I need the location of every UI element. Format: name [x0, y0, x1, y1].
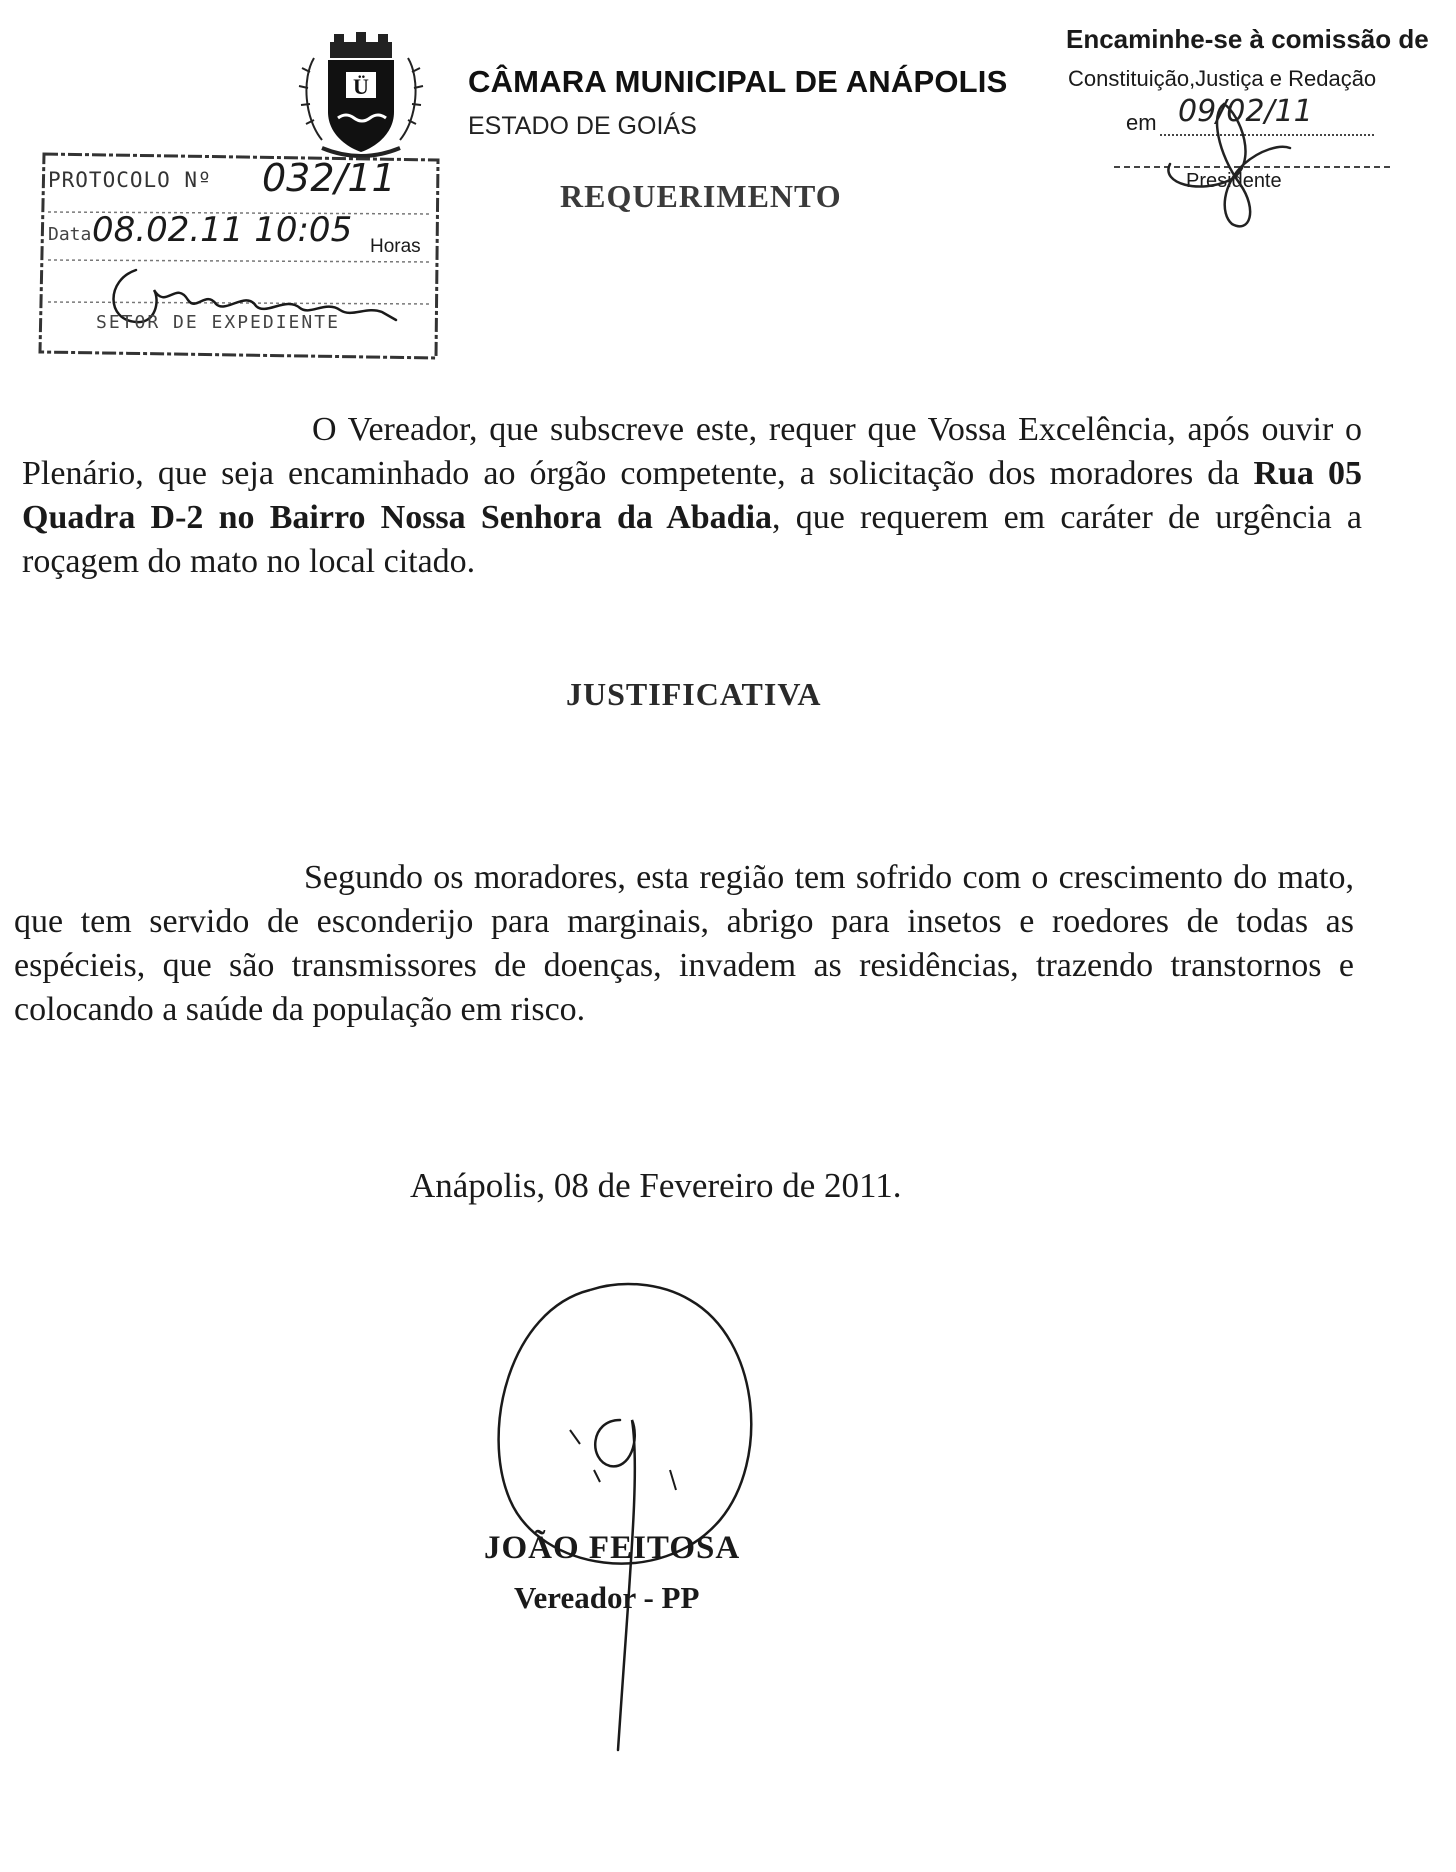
protocol-number: 032/11	[262, 156, 396, 200]
state-name: ESTADO DE GOIÁS	[468, 112, 697, 140]
justification-paragraph	[14, 856, 1354, 1032]
document-title: REQUERIMENTO	[560, 178, 842, 214]
request-text-end: , que requerem em caráter de urgência a roçagem do mato no local citado.	[22, 499, 1362, 580]
request-text-start: O Vereador, que subscreve este, requer que Vossa Excelência, após ouvir o Plenário, que seja encaminhado ao órgão competente, a solicitação dos moradores da	[22, 411, 1362, 492]
justification-title: JUSTIFICATIVA	[566, 676, 822, 712]
request-address: Rua 05 Quadra D-2 no Bairro Nossa Senhora da Abadia	[22, 455, 1363, 536]
routing-stamp-line1: Encaminhe-se à comissão de	[1066, 24, 1429, 54]
municipal-crest-logo	[292, 28, 430, 160]
svg-text:Ü: Ü	[353, 74, 369, 99]
routing-stamp-em-label: em	[1126, 110, 1157, 135]
protocol-hours-label: Horas	[370, 236, 421, 257]
justification-text: Segundo os moradores, esta região tem sofrido com o crescimento do mato, que tem servido de esconderijo para marginais, abrigo para insetos e roedores de todas as espécieis, que são transmissores de doenças, invadem as residências, trazendo transtornos e colocando a saúde da população em risco.	[14, 859, 1354, 1028]
institution-name: CÂMARA MUNICIPAL DE ANÁPOLIS	[468, 64, 1008, 99]
protocol-department: SETOR DE EXPEDIENTE	[96, 312, 340, 333]
place-and-date: Anápolis, 08 de Fevereiro de 2011.	[410, 1166, 902, 1205]
signer-name: JOÃO FEITOSA	[484, 1530, 741, 1566]
routing-stamp-date: 09/02/11	[1178, 94, 1313, 129]
protocol-date-label: Data	[48, 224, 92, 245]
councilor-signature	[470, 1270, 800, 1760]
routing-stamp-president-label: Presidente	[1186, 170, 1282, 192]
president-signature	[1140, 84, 1300, 234]
routing-stamp-line2: Constituição,Justiça e Redação	[1068, 66, 1377, 91]
signer-role: Vereador - PP	[514, 1580, 700, 1615]
protocol-date-time: 08.02.11 10:05	[92, 210, 353, 250]
request-paragraph	[22, 408, 1362, 584]
protocol-label: PROTOCOLO Nº	[48, 168, 212, 192]
